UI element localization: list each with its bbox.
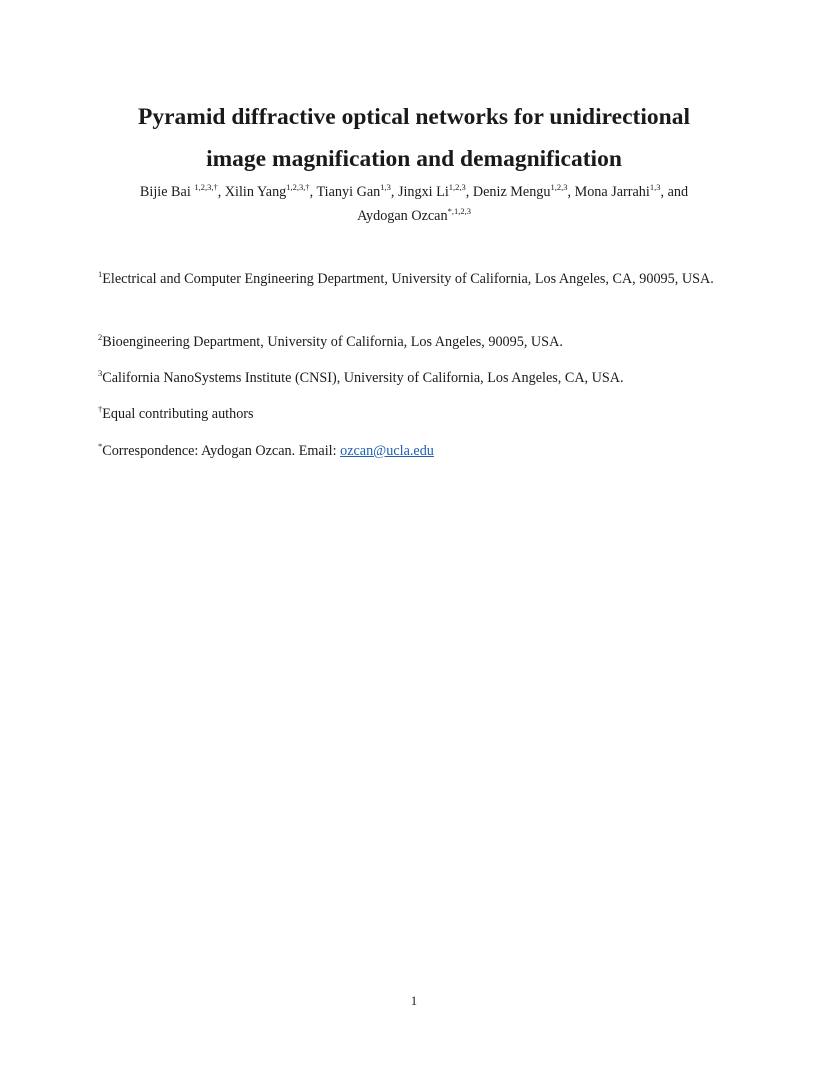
author-name: Tianyi Gan bbox=[316, 184, 381, 200]
equal-contribution-note bbox=[98, 402, 738, 427]
author-affiliation-mark: 1,2,3,† bbox=[194, 182, 218, 192]
author-separator: , bbox=[567, 184, 575, 200]
author-separator: , bbox=[217, 184, 225, 200]
author-name: Xilin Yang bbox=[224, 184, 287, 200]
author-name: Mona Jarrahi bbox=[574, 184, 650, 200]
author-affiliation-mark: *,1,2,3 bbox=[447, 206, 471, 216]
affiliation-text: Electrical and Computer Engineering Department, University of California, Los Angeles, CA, 90095, USA. bbox=[102, 271, 714, 287]
author-affiliation-mark: 1,2,3,† bbox=[286, 182, 310, 192]
affiliation-text: Bioengineering Department, University of California, Los Angeles, 90095, USA. bbox=[102, 334, 563, 350]
author-name: Deniz Mengu bbox=[472, 184, 551, 200]
email-link[interactable]: ozcan@ucla.edu bbox=[340, 443, 434, 459]
paper-title bbox=[60, 96, 768, 180]
author-separator: , and bbox=[660, 184, 689, 200]
affiliation-mark: 3 bbox=[98, 368, 103, 378]
affiliation-2 bbox=[98, 330, 738, 355]
author-affiliation-mark: 1,3 bbox=[380, 182, 391, 192]
author-list bbox=[80, 180, 748, 228]
correspondence-text: Correspondence: Aydogan Ozcan. Email: bbox=[102, 443, 341, 459]
author-affiliation-mark: 1,2,3 bbox=[448, 182, 466, 192]
affiliation-mark: † bbox=[98, 404, 103, 414]
correspondence-mark: * bbox=[98, 441, 103, 451]
correspondence-note bbox=[98, 439, 738, 464]
author-name: Jingxi Li bbox=[397, 184, 449, 200]
author-name: Aydogan Ozcan bbox=[357, 208, 448, 224]
affiliation-text: California NanoSystems Institute (CNSI), University of California, Los Angeles, CA, USA. bbox=[102, 370, 624, 386]
affiliation-1 bbox=[98, 267, 738, 292]
author-separator: , bbox=[465, 184, 473, 200]
title-line-2: image magnification and demagnification bbox=[206, 146, 622, 172]
affiliation-mark: 2 bbox=[98, 332, 103, 342]
author-name: Bijie Bai bbox=[139, 184, 195, 200]
page-number: 1 bbox=[410, 994, 418, 1008]
affiliation-text: Equal contributing authors bbox=[102, 406, 254, 422]
author-separator: , bbox=[309, 184, 317, 200]
affiliation-mark: 1 bbox=[98, 269, 103, 279]
author-separator: , bbox=[390, 184, 398, 200]
author-affiliation-mark: 1,2,3 bbox=[550, 182, 568, 192]
author-affiliation-mark: 1,3 bbox=[649, 182, 661, 192]
title-line-1: Pyramid diffractive optical networks for unidirectional bbox=[138, 104, 690, 130]
affiliation-3 bbox=[98, 366, 738, 391]
